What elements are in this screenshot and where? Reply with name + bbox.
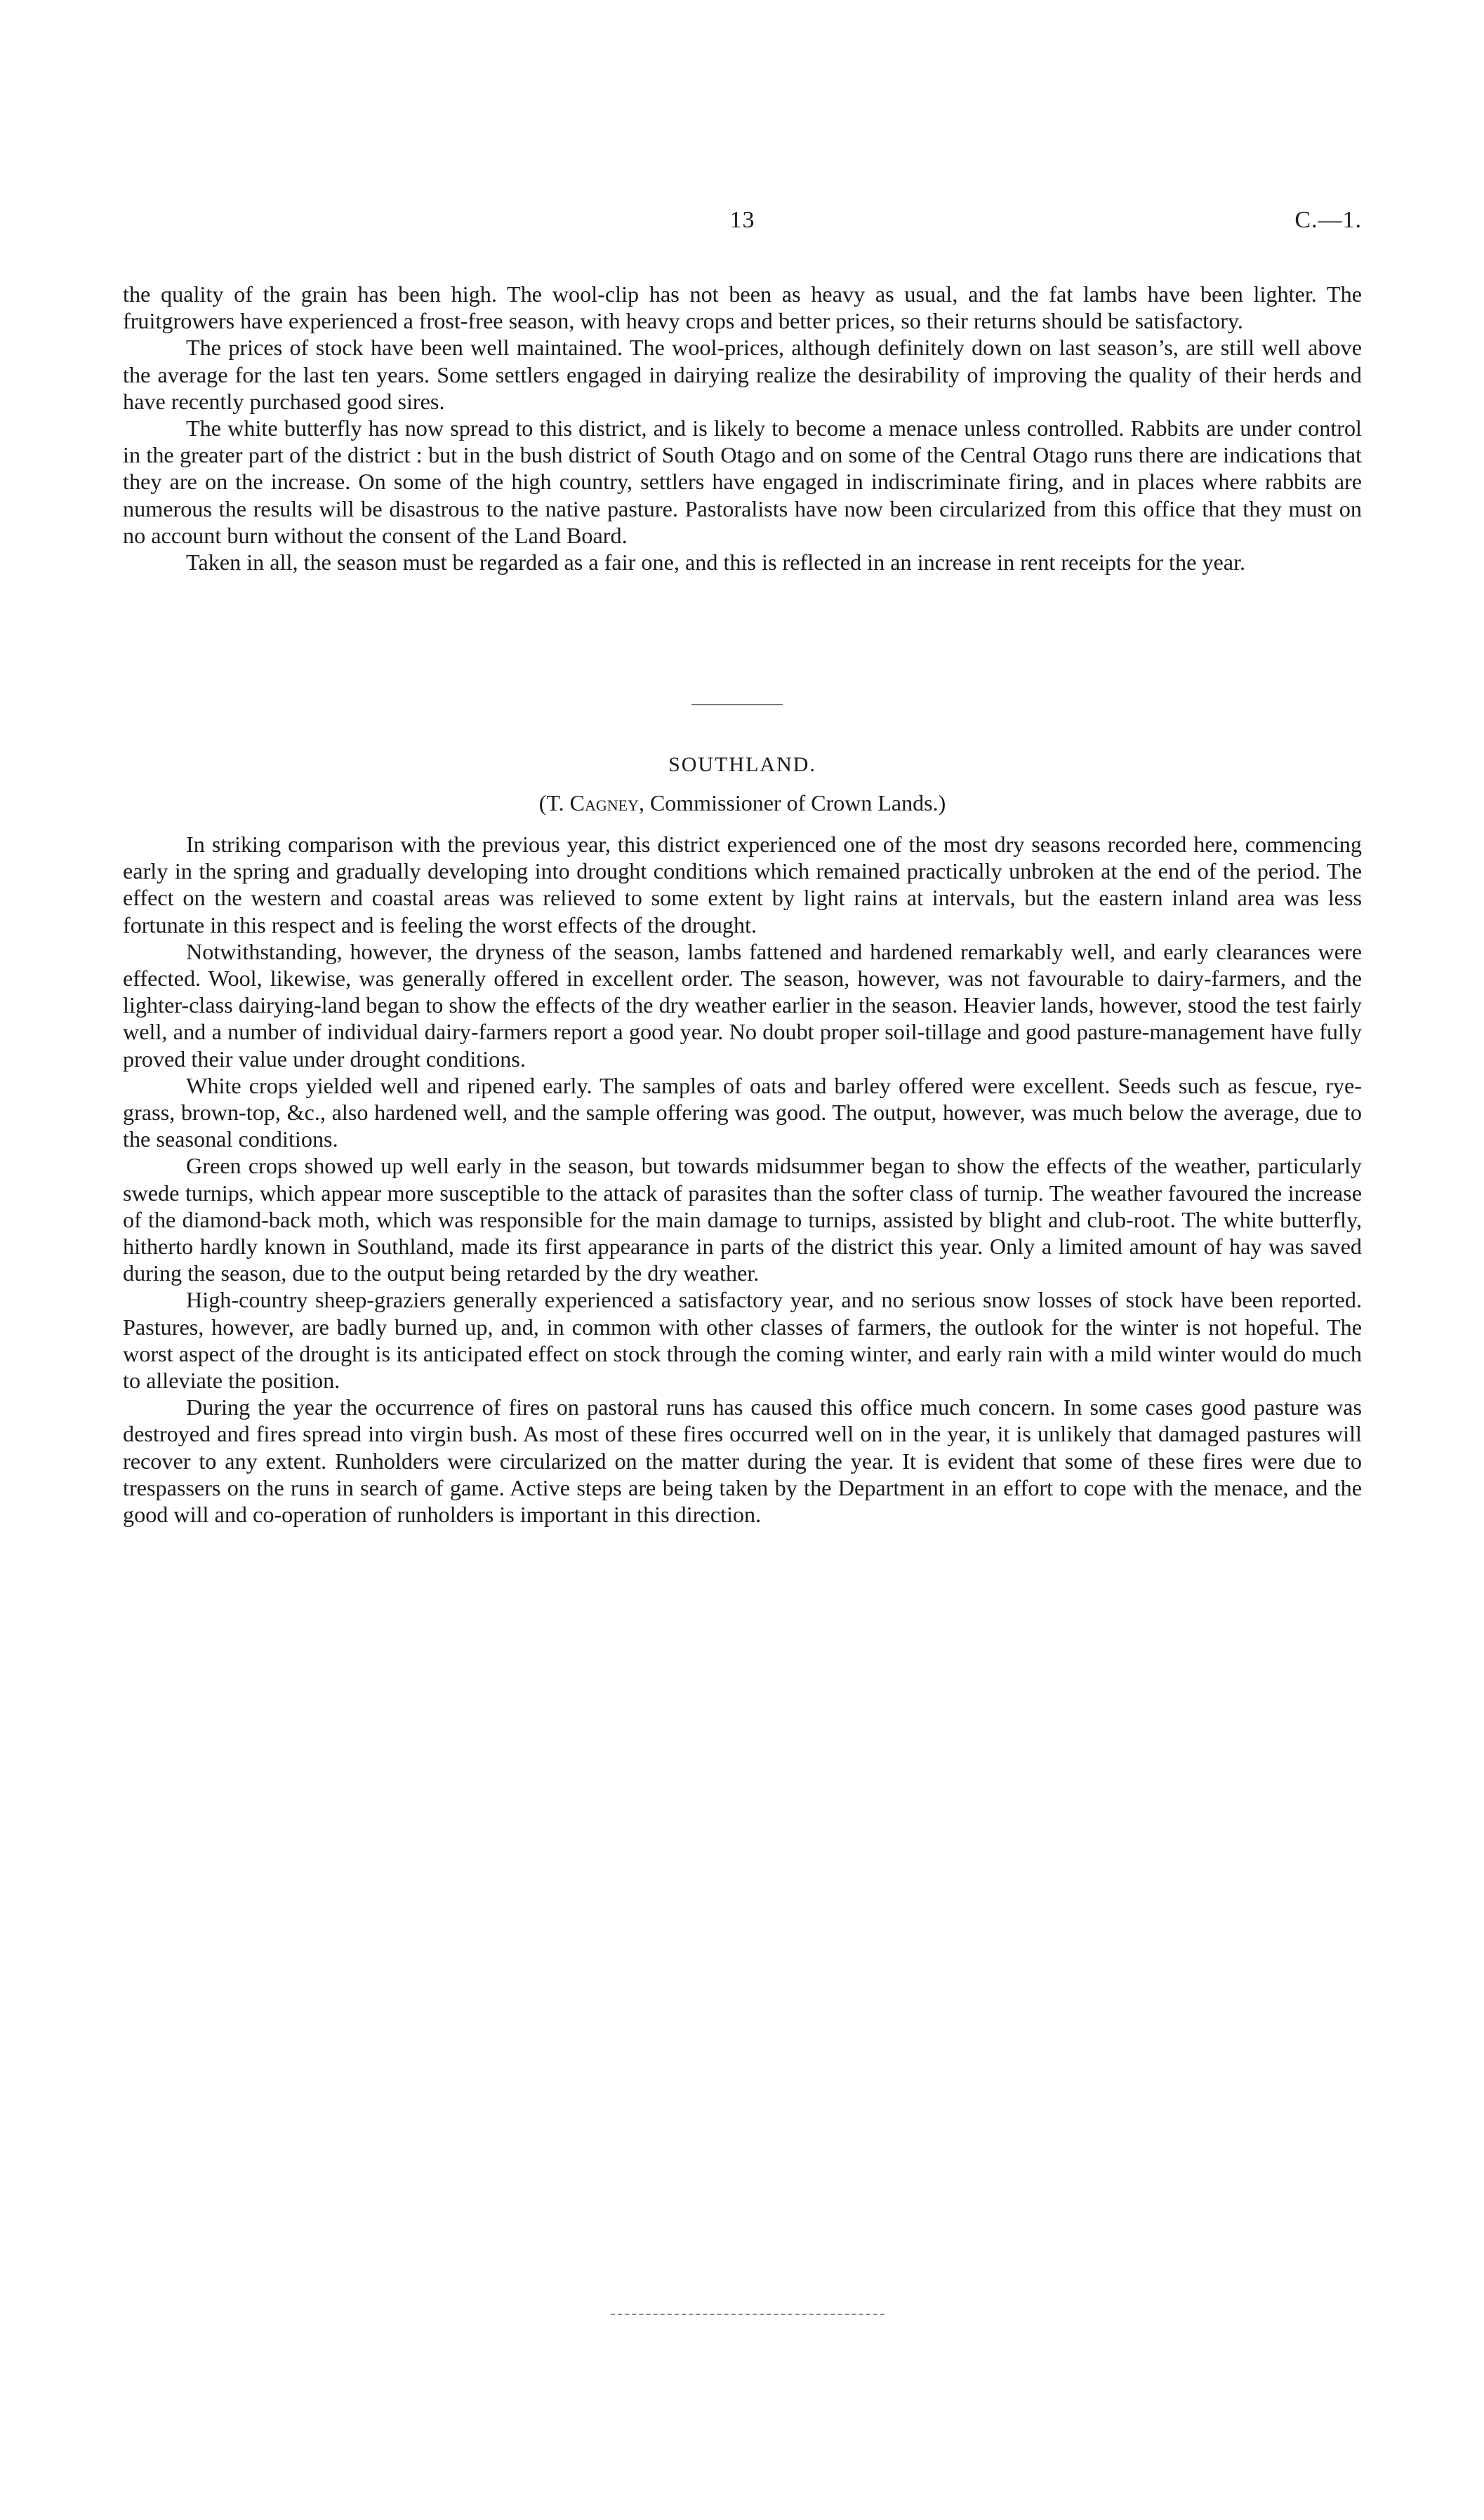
- section-divider: [691, 704, 783, 705]
- byline-title: , Commissioner of Crown Lands.): [638, 790, 946, 815]
- page-number: 13: [729, 207, 755, 233]
- document-reference: C.—1.: [1294, 207, 1362, 233]
- paragraph: Taken in all, the season must be regarded as a fair one, and this is reflected in an increase in rent receipts for the year.: [186, 549, 1246, 575]
- paragraph: White crops yielded well and ripened early. The samples of oats and barley offered were excellent. Seeds such as fescue, rye-grass, brown-top, &c., also hardened well, and the sample offering was good. The output, however, was much below the average, due to the seasonal conditions.: [123, 1072, 1362, 1152]
- paragraph: Green crops showed up well early in the season, but towards midsummer began to show the effects of the weather, particularly swede turnips, which appear more susceptible to the attack of parasites than the softer class of turnip. The weather favoured the increase of the diamond-back moth, which was responsible for the main damage to turnips, assisted by blight and club-root. The white butterfly, hitherto hardly known in Southland, made its first appearance in parts of the district this year. Only a limited amount of hay was saved during the season, due to the output being retarded by the dry weather.: [123, 1153, 1362, 1286]
- southland-report: [123, 831, 1362, 1528]
- section-byline: [123, 790, 1362, 816]
- paragraph: The prices of stock have been well maintained. The wool-prices, although definitely down on last season’s, are still well above the average for the last ten years. Some settlers engaged in dairying realize the desirability of improving the quality of their herds and have recently purchased good sires.: [123, 335, 1362, 414]
- otago-report-continuation: [123, 281, 1362, 575]
- paragraph: Notwithstanding, however, the dryness of the season, lambs fattened and hardened remarkably well, and early clearances were effected. Wool, likewise, was generally offered in excellent order. The season, however, was not favourable to dairy-farmers, and the lighter-class dairying-land began to show the effects of the dry weather earlier in the season. Heavier lands, however, stood the test fairly well, and a number of individual dairy-farmers report a good year. No doubt proper soil-tillage and good pasture-management have fully proved their value under drought conditions.: [123, 938, 1362, 1072]
- paragraph: In striking comparison with the previous year, this district experienced one of the most dry seasons recorded here, commencing early in the spring and gradually developing into drought conditions which remained practically unbroken at the end of the period. The effect on the western and coastal areas was relieved to some extent by light rains at intervals, but the eastern inland area was less fortunate in this respect and is feeling the worst effects of the drought.: [123, 832, 1362, 938]
- paragraph: the quality of the grain has been high. The wool-clip has not been as heavy as usual, and the fat lambs have been lighter. The fruitgrowers have experienced a frost-free season, with heavy crops and better prices, so their returns should be satisfactory.: [123, 281, 1362, 334]
- section-heading: SOUTHLAND.: [668, 753, 816, 776]
- paragraph: During the year the occurrence of fires on pastoral runs has caused this office much concern. In some cases good pasture was destroyed and fires spread into virgin bush. As most of these fires occurred well on in the year, it is unlikely that damaged pastures will recover to any extent. Runholders were circularized on the matter during the year. It is evident that some of these fires were due to trespassers on the runs in search of game. Active steps are being taken by the Department in an effort to cope with the menace, and the good will and co-operation of runholders is important in this direction.: [123, 1394, 1362, 1528]
- byline-open: (T.: [538, 790, 570, 815]
- commissioner-name: Cagney: [569, 790, 639, 815]
- end-divider: [611, 2314, 885, 2315]
- paragraph: The white butterfly has now spread to this district, and is likely to become a menace unless controlled. Rabbits are under control in the greater part of the district : but in the bush district of South Otago and on some of the Central Otago runs there are indications that they are on the increase. On some of the high country, settlers have engaged in indiscriminate firing, and in places where rabbits are numerous the results will be disastrous to the native pasture. Pastoralists have now been circularized from this office that they must on no account burn without the consent of the Land Board.: [123, 415, 1362, 548]
- paragraph: High-country sheep-graziers generally experienced a satisfactory year, and no serious snow losses of stock have been reported. Pastures, however, are badly burned up, and, in common with other classes of farmers, the outlook for the winter is not hopeful. The worst aspect of the drought is its anticipated effect on stock through the coming winter, and early rain with a mild winter would do much to alleviate the position.: [123, 1287, 1362, 1394]
- page-header: [123, 207, 1362, 242]
